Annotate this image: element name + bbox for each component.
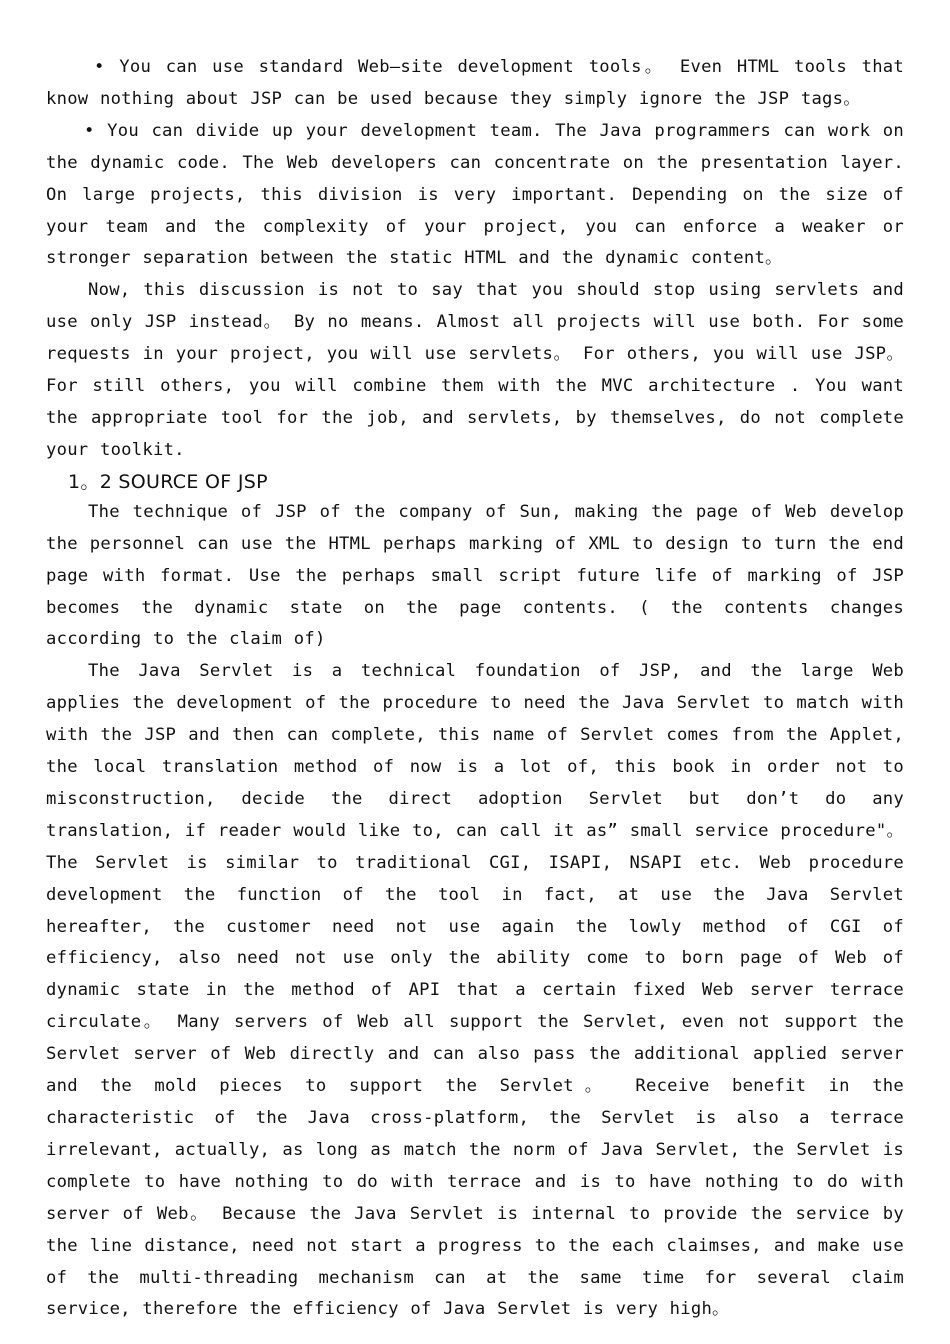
paragraph-java-servlet: The Java Servlet is a technical foundation of JSP, and the large Web applies the development of the procedure to need the Java Servlet to match with with the JSP and then can complete, this name of Servlet comes from the Applet, the local translation method of now is a lot of, this book in order not to misconstruction, decide the direct adoption Servlet but don’t do any translation, if reader would like to, can call it as” small service procedure"。 The Servlet is similar to traditional CGI, ISAPI, NSAPI etc. Web procedure development the function of the tool in fact, at use the Java Servlet hereafter, the customer need not use again the lowly method of CGI of efficiency, also need not use only the ability come to born page of Web of dynamic state in the method of API that a certain fixed Web server terrace circulate。 Many servers of Web all support the Servlet, even not support the Servlet server of Web directly and can also pass the additional applied server and the mold pieces to support the Servlet。 Receive benefit in the characteristic of the Java cross-platform, the Servlet is also a terrace irrelevant, actually, as long as match the norm of Java Servlet, the Servlet is complete to have nothing to do with terrace and is to have nothing to do with server of Web。 Because the Java Servlet is internal to provide the service by the line distance, need not start a progress to the each claimses, and make use of the multi-threading mechanism can at the same time for several claim service, therefore the efficiency of Java Servlet is very high。 <box>46 661 904 1320</box>
section-heading: 1。2 SOURCE OF JSP <box>68 470 268 493</box>
paragraph-jsp-technique: The technique of JSP of the company of Sun, making the page of Web develop the personnel can use the HTML perhaps marking of XML to design to turn the end page with format. Use the perhaps small script future life of marking of JSP becomes the dynamic state on the page contents. ( the contents changes according to the claim of) <box>46 501 904 650</box>
document-page <box>46 52 904 1326</box>
bullet-paragraph-divide-team: • You can divide up your development team. The Java programmers can work on the dynamic code. The Web developers can concentrate on the presentation layer. On large projects, this division is very important. Depending on the size of your team and the complexity of your project, you can enforce a weaker or stronger separation between the static HTML and the dynamic content。 <box>46 120 904 269</box>
bullet-paragraph-web-tools: • You can use standard Web—site development tools。 Even HTML tools that know nothing about JSP can be used because they simply ignore the JSP tags。 <box>46 57 904 109</box>
paragraph-servlets-and-jsp: Now, this discussion is not to say that you should stop using servlets and use only JSP instead。 By no means. Almost all projects will use both. For some requests in your project, you will use servlets。 For others, you will use JSP。 For still others, you will combine them with the MVC architecture . You want the appropriate tool for the job, and servlets, by themselves, do not complete your toolkit. <box>46 280 904 460</box>
